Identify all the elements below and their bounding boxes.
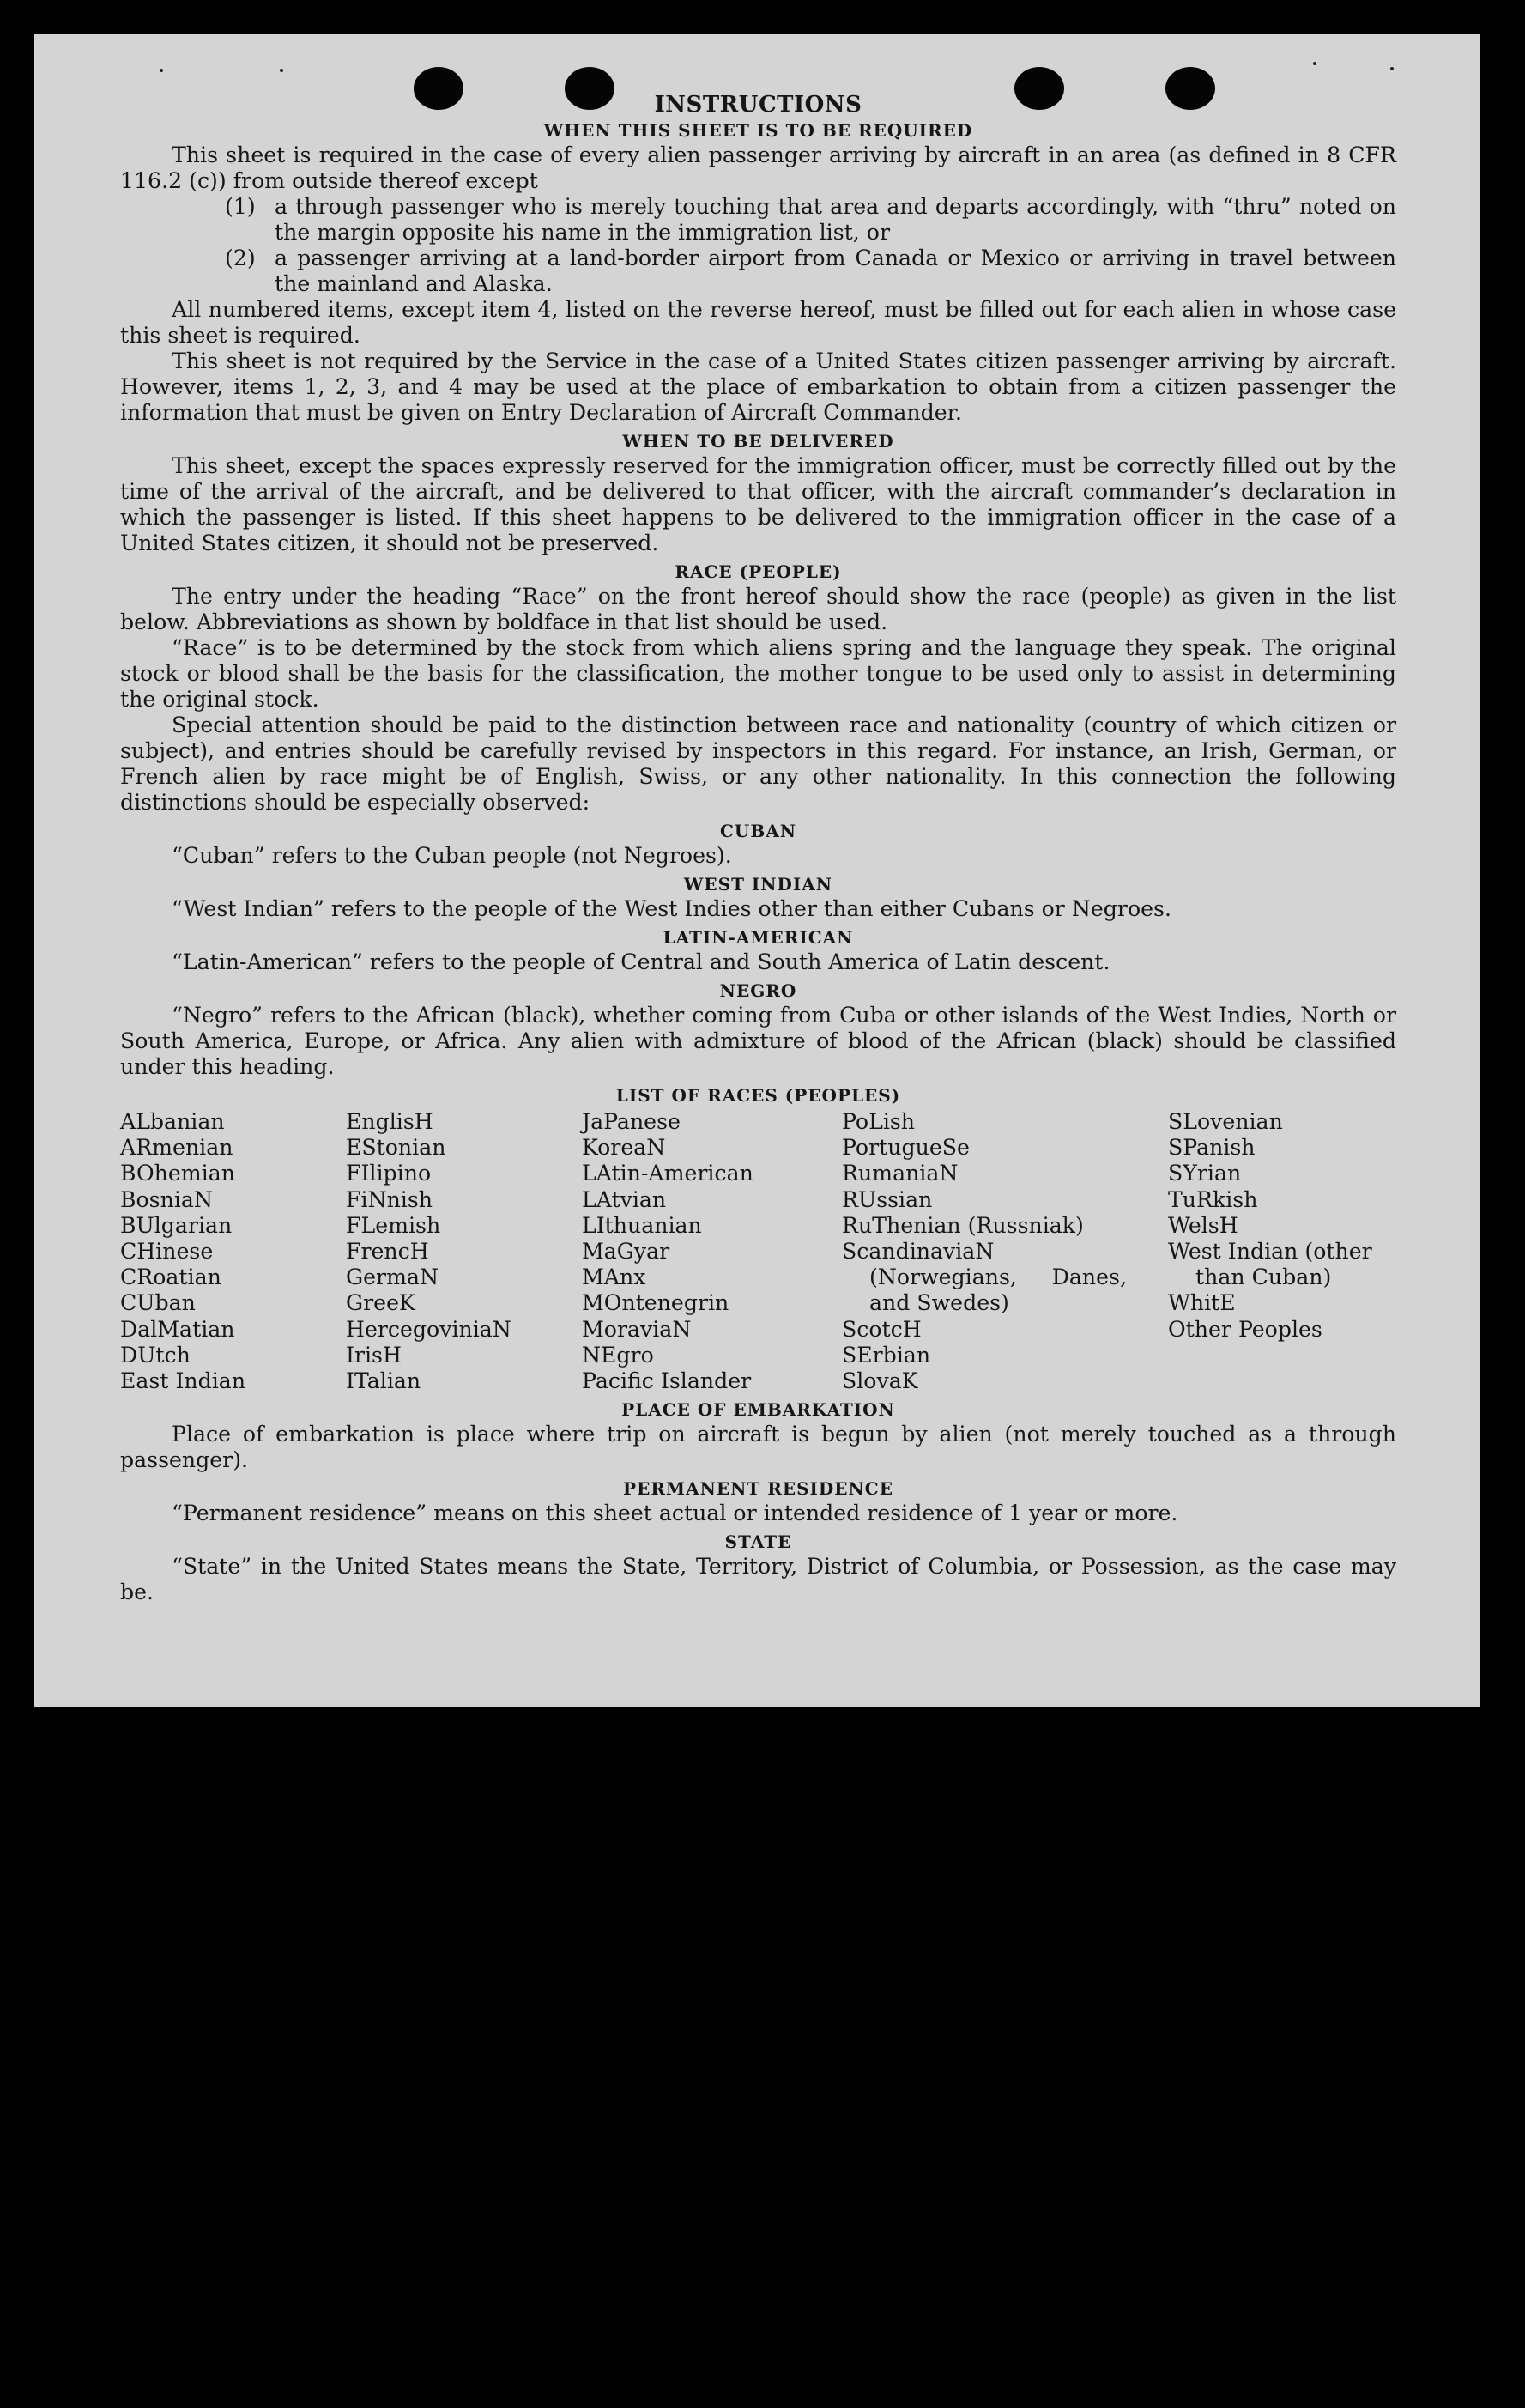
paragraph: “Negro” refers to the African (black), whether coming from Cuba or other islands of the West Indies, North or South America, Europe, or Africa. Any alien with admixture of blood of the African (black) should be classified under this heading. <box>120 1003 1396 1079</box>
race-entry: ALbanian <box>120 1109 225 1134</box>
race-entry: MAnx <box>582 1265 646 1290</box>
race-entry: LAtvian <box>582 1186 667 1212</box>
paragraph: Special attention should be paid to the distinction between race and nationality (country of which citizen or subject), and entries should be carefully revised by inspectors in this regard. For instance, an Irish, German, or French alien by race might be of English, Swiss, or any other nationality. In this connection the following distinctions should be especially observed: <box>120 713 1396 815</box>
race-entry: CUban <box>120 1290 196 1316</box>
paragraph: The entry under the heading “Race” on the front hereof should show the race (people) as given in the list below. Abbreviations as shown by boldface in that list should be used. <box>120 584 1396 634</box>
page-title: INSTRUCTIONS <box>654 92 862 118</box>
race-entry: EStonian <box>346 1135 446 1161</box>
item-number: (2) <box>225 246 256 270</box>
race-entry: DUtch <box>120 1342 191 1368</box>
race-entry: CRoatian <box>120 1265 221 1290</box>
race-entry: ITalian <box>346 1368 421 1394</box>
race-entry: MoraviaN <box>582 1316 692 1342</box>
paragraph: “Latin-American” refers to the people of Central and South America of Latin descent. <box>172 949 1110 974</box>
race-entry: SLovenian <box>1168 1109 1283 1134</box>
race-entry: EnglisH <box>346 1109 433 1134</box>
list-item <box>120 194 1396 246</box>
race-entry: PoLish <box>842 1109 916 1134</box>
race-entry: MaGyar <box>582 1239 670 1265</box>
race-entry: GermaN <box>346 1265 439 1290</box>
race-entry: BUlgarian <box>120 1212 233 1238</box>
section-heading-when-delivered: WHEN TO BE DELIVERED <box>622 431 894 452</box>
section-heading-state: STATE <box>724 1532 792 1553</box>
race-entry: LAtin-American <box>582 1161 753 1186</box>
item-text: a through passenger who is merely touching that area and departs accordingly, with “thru” noted on the margin opposite his name in the immigration list, or <box>275 194 1396 245</box>
race-entry: FIlipino <box>346 1161 432 1186</box>
paragraph: All numbered items, except item 4, listed on the reverse hereof, must be filled out for each alien in whose case this sheet is required. <box>120 297 1396 348</box>
race-entry: RUssian <box>842 1186 933 1212</box>
paragraph: “West Indian” refers to the people of the West Indies other than either Cubans or Negroes. <box>172 896 1171 921</box>
section-heading-west-indian: WEST INDIAN <box>683 874 833 895</box>
race-entry: IrisH <box>346 1342 402 1368</box>
paragraph: “Permanent residence” means on this sheet actual or intended residence of 1 year or more. <box>172 1501 1178 1526</box>
race-column <box>842 1109 1168 1394</box>
section-heading-cuban: CUBAN <box>719 821 797 841</box>
race-column <box>120 1109 346 1394</box>
race-entry: ScotcH <box>842 1316 922 1342</box>
race-entry: FLemish <box>346 1212 441 1238</box>
race-column <box>1168 1109 1396 1394</box>
race-entry: WelsH <box>1168 1212 1238 1238</box>
race-entry: FiNnish <box>346 1186 433 1212</box>
item-text: a passenger arriving at a land-border airport from Canada or Mexico or arriving in travel between the mainland and Alaska. <box>275 246 1396 296</box>
race-entry: JaPanese <box>582 1109 681 1134</box>
paragraph: Place of embarkation is place where trip on aircraft is begun by alien (not merely touched as a through passenger). <box>120 1422 1396 1473</box>
race-entry: TuRkish <box>1168 1186 1258 1212</box>
race-entry: HercegoviniaN <box>346 1316 511 1342</box>
section-heading-embarkation: PLACE OF EMBARKATION <box>621 1399 895 1421</box>
race-entry: PortugueSe <box>842 1135 970 1161</box>
race-entry: RumaniaN <box>842 1161 959 1186</box>
paragraph: This sheet is not required by the Service in the case of a United States citizen passenger arriving by aircraft. However, items 1, 2, 3, and 4 may be used at the place of embarkation to obtain from a citizen passenger the information that must be given on Entry Declaration of Aircraft Commander. <box>120 349 1396 425</box>
race-entry: SErbian <box>842 1342 931 1368</box>
paper-speck <box>160 69 163 72</box>
race-entry: RuThenian (Russniak) <box>842 1212 1084 1238</box>
section-heading-when-required: WHEN THIS SHEET IS TO BE REQUIRED <box>543 120 973 141</box>
race-column <box>582 1109 842 1394</box>
race-column <box>346 1109 582 1394</box>
item-number: (1) <box>225 194 256 219</box>
race-entry: ScandinaviaN (Norwegians, Danes, and Swedes) <box>842 1239 1127 1316</box>
race-list <box>120 1109 1396 1394</box>
race-entry: WhitE <box>1168 1290 1236 1316</box>
section-heading-negro: NEGRO <box>719 980 797 1001</box>
instructions-content <box>120 91 1396 1605</box>
race-entry: GreeK <box>346 1290 415 1316</box>
race-entry: CHinese <box>120 1239 214 1265</box>
paper-speck <box>1313 62 1316 65</box>
race-entry: Pacific Islander <box>582 1368 752 1394</box>
paragraph: “Cuban” refers to the Cuban people (not Negroes). <box>172 843 732 868</box>
paragraph: This sheet, except the spaces expressly reserved for the immigration officer, must be correctly filled out by the time of the arrival of the aircraft, and be delivered to that officer, with the aircraft commander’s declaration in which the passenger is listed. If this sheet happens to be delivered to the immigration officer in the case of a United States citizen, it should not be preserved. <box>120 453 1396 555</box>
race-entry: NEgro <box>582 1342 654 1368</box>
section-heading-latin-american: LATIN-AMERICAN <box>663 927 854 948</box>
section-heading-list-of-races: LIST OF RACES (PEOPLES) <box>615 1085 901 1106</box>
race-entry: ARmenian <box>120 1135 233 1161</box>
section-heading-residence: PERMANENT RESIDENCE <box>623 1478 893 1500</box>
race-entry: LIthuanian <box>582 1212 702 1238</box>
race-entry: BosniaN <box>120 1186 213 1212</box>
list-item <box>120 246 1396 297</box>
section-heading-race: RACE (PEOPLE) <box>675 561 842 582</box>
paragraph: “State” in the United States means the State, Territory, District of Columbia, or Possession, as the case may be. <box>120 1554 1396 1605</box>
race-entry: DalMatian <box>120 1316 235 1342</box>
race-entry: SYrian <box>1168 1161 1242 1186</box>
paper-speck <box>280 69 283 72</box>
paragraph: This sheet is required in the case of every alien passenger arriving by aircraft in an area (as defined in 8 CFR 116.2 (c)) from outside thereof except <box>120 143 1396 193</box>
race-entry: East Indian <box>120 1368 246 1394</box>
race-entry: Other Peoples <box>1168 1316 1322 1342</box>
paper-speck <box>1390 67 1394 70</box>
race-entry: SPanish <box>1168 1135 1256 1161</box>
race-entry: BOhemian <box>120 1161 235 1186</box>
race-entry: FrencH <box>346 1239 429 1265</box>
race-entry: KoreaN <box>582 1135 666 1161</box>
paragraph: “Race” is to be determined by the stock from which aliens spring and the language they speak. The original stock or blood shall be the basis for the classification, the mother tongue to be used only to assist in determining the original stock. <box>120 635 1396 712</box>
race-entry: West Indian (other than Cuban) <box>1168 1239 1372 1290</box>
instruction-sheet <box>34 34 1480 1707</box>
race-entry: MOntenegrin <box>582 1290 729 1316</box>
race-entry: SlovaK <box>842 1368 918 1394</box>
